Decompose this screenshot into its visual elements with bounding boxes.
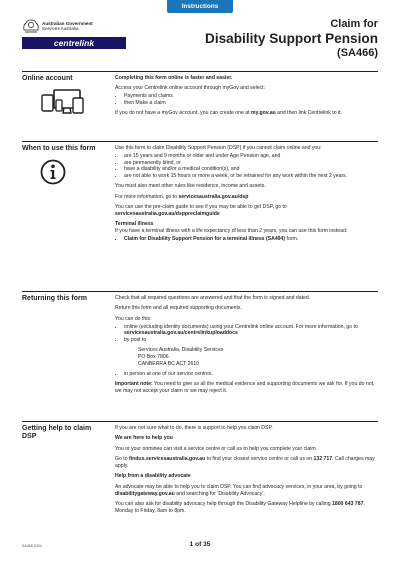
return-methods-list [115, 371, 378, 378]
list-item: • have a disability and/or a medical condition(s), and [124, 166, 378, 173]
postal-address [138, 347, 378, 367]
address-line: Services Australia, Disability Services [138, 347, 224, 354]
list-item: • by post to [124, 337, 378, 344]
form-version-code: SA466.2404 [22, 544, 42, 548]
page-number: 1 of 35 [189, 541, 211, 548]
list-item: • online (excluding identity documents) using your Centrelink online account. For more information, go to servicesaustralia.gov.au/centrelinkuploaddocs [124, 324, 378, 338]
findus-link[interactable]: findus.servicesaustralia.gov.au [129, 456, 206, 463]
gov-line-2: Services Australia [42, 26, 79, 32]
other-rules-text: You must also meet other rules like residence, income and assets. [115, 183, 266, 190]
divider [22, 71, 378, 72]
section-heading: Returning this form [22, 295, 87, 302]
divider [22, 141, 378, 142]
list-item: • are not able to work 15 hours or more a week, or be retrained for any work within the next 2 years. [124, 173, 378, 180]
gov-line-1: Australian Government [42, 21, 93, 26]
helpline-text: You can also ask for disability advocacy help through the Disability Gateway Helpline by calling 1800 643 787, Monday to Friday, 8am to 8pm. [115, 500, 365, 514]
page-footer [22, 541, 378, 551]
section-heading: Getting help to claim DSP [22, 425, 92, 441]
gateway-link[interactable]: disabilitygateway.gov.au [115, 490, 175, 497]
terminal-list [115, 236, 378, 243]
list-item: • then Make a claim [124, 100, 378, 107]
returning-text: Return this form and all required supporting documents. [115, 305, 242, 312]
preclaim-text: You can use the pre-claim guide to see if you may be able to get DSP, go to servicesaustralia.gov.au/dsppreclaimguide [115, 204, 287, 217]
eligibility-list [115, 153, 378, 180]
terminal-heading: Terminal illness [115, 221, 154, 228]
divider [22, 421, 378, 422]
sa494-link[interactable]: Claim for Disability Support Pension for a terminal illness (SA494) [124, 235, 286, 242]
online-steps [115, 93, 378, 107]
help-text: You or your nominee can visit a service centre or call us to help you complete your claim. [115, 445, 318, 452]
form-code: (SA466) [337, 47, 378, 59]
when-text: Use this form to claim Disability Support Pension (DSP) if you cannot claim online and you: [115, 145, 322, 151]
phone-number: 132 717 [313, 456, 333, 463]
help-text: If you are not sure what to do, there is support to help you claim DSP. [115, 425, 273, 431]
help-subheading: We are here to help you [115, 435, 173, 442]
list-item: • are permanently blind, or [124, 160, 378, 167]
info-icon [40, 159, 66, 185]
title-line-1: Claim for [330, 18, 378, 30]
dsp-link[interactable]: servicesaustralia.gov.au/dsp [178, 193, 249, 200]
online-intro: Completing this form online is faster and easier. [115, 75, 233, 81]
mygov-text: If you do not have a myGov account, you can create one at my.gov.au and then link Centrelink to it. [115, 110, 342, 117]
returning-text: Check that all required questions are answered and that the form is signed and dated. [115, 295, 311, 301]
helpline-number: 1800 643 787 [331, 500, 364, 507]
list-item: • are 15 years and 9 months or older and under Age Pension age, and [124, 153, 378, 160]
form-title [205, 18, 378, 60]
section-returning [22, 295, 378, 398]
brand-bar: centrelink [22, 37, 126, 49]
terminal-text: If you have a terminal illness with a life expectancy of less than 2 years, you can use this form instead: [115, 228, 348, 235]
return-methods-list [115, 324, 378, 344]
crest-icon [22, 18, 40, 34]
upload-docs-link[interactable]: servicesaustralia.gov.au/centrelinkuploaddocs [124, 330, 238, 337]
help-subheading: Help from a disability advocate [115, 473, 191, 480]
title-line-2: Disability Support Pension [205, 31, 378, 46]
mygov-link[interactable]: my.gov.au [251, 110, 276, 117]
section-when-to-use [22, 145, 378, 246]
list-item: • Payments and claims [124, 93, 378, 100]
preclaim-link[interactable]: servicesaustralia.gov.au/dsppreclaimguide [115, 210, 220, 217]
government-name [42, 21, 93, 32]
more-info-text: For more information, go to servicesaustralia.gov.au/dsp [115, 193, 249, 200]
list-item: • Claim for Disability Support Pension for a terminal illness (SA494) form. [124, 236, 378, 243]
section-getting-help [22, 425, 378, 518]
online-text: Access your Centrelink online account through myGov and select: [115, 85, 266, 92]
important-note: Important note: You need to give us all the medical evidence and supporting documents we ask for. If you do not, we may not accept your claim or we may reject it. [115, 380, 375, 394]
section-heading: When to use this form [22, 145, 96, 152]
address-line: CANBERRA BC ACT 2610 [138, 360, 200, 367]
list-item: • in person at one of our service centres. [124, 371, 378, 378]
returning-text: You can do this: [115, 315, 152, 322]
divider [22, 291, 378, 292]
section-online-account [22, 75, 378, 121]
address-line: PO Box 7806 [138, 354, 169, 361]
advocate-text: An advocate may be able to help you to claim DSP. You can find advocacy services, in your area, by going to disabilitygateway.gov.au and searching for 'Disability Advocacy'. [115, 483, 363, 497]
findus-text: Go to findus.servicesaustralia.gov.au to find your closest service centre or call us on 132 717. Call charges may apply. [115, 456, 375, 469]
section-heading: Online account [22, 75, 73, 82]
devices-icon [40, 88, 86, 118]
instructions-tab: Instructions [167, 0, 233, 13]
